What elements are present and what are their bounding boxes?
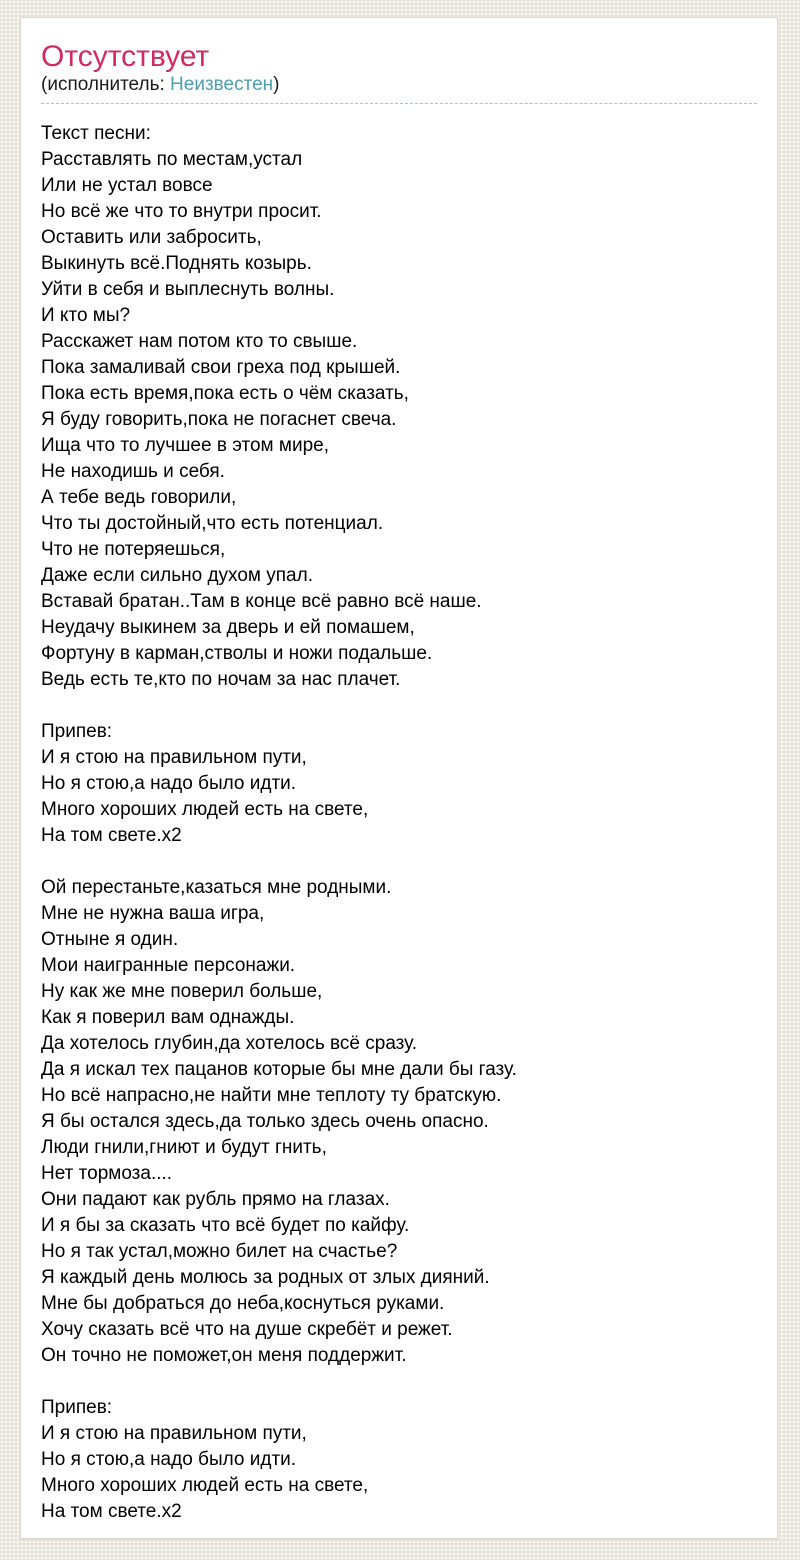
artist-label: (исполнитель: [41,74,171,95]
lyric-line [41,1369,757,1395]
lyric-line: Ведь есть те,кто по ночам за нас плачет. [41,669,401,690]
page-title: Отсутствует [41,40,210,73]
lyric-line: Что ты достойный,что есть потенциал. [41,513,384,534]
lyric-line: Но я стою,а надо было идти. [41,773,297,794]
lyric-line: Пока есть время,пока есть о чём сказать, [41,383,409,404]
lyric-line: Неудачу выкинем за дверь и ей помашем, [41,617,415,638]
lyric-line: Ой перестаньте,казаться мне родными. [41,877,392,898]
lyric-line: Не находишь и себя. [41,461,225,482]
lyric-line: Что не потеряешься, [41,539,226,560]
lyric-line: Уйти в себя и выплеснуть волны. [41,279,335,300]
lyric-line: Но всё же что то внутри просит. [41,201,322,222]
artist-link[interactable]: Неизвестен [170,74,274,95]
lyric-line: Припев: [41,721,113,742]
lyric-line: А тебе ведь говорили, [41,487,237,508]
lyric-line: И я стою на правильном пути, [41,1423,307,1444]
lyrics-text [41,147,757,1525]
lyrics-block [41,121,757,1525]
lyric-line: Но всё напрасно,не найти мне теплоту ту братскую. [41,1085,502,1106]
lyric-line: И кто мы? [41,305,131,326]
lyric-line: И я бы за сказать что всё будет по кайфу. [41,1215,410,1236]
lyric-line: Мне не нужна ваша игра, [41,903,265,924]
artist-label-close: ) [273,74,280,95]
lyric-line: Я бы остался здесь,да только здесь очень опасно. [41,1111,489,1132]
lyric-line: На том свете.х2 [41,825,182,846]
artist-line [41,74,757,104]
lyric-line: Люди гнили,гниют и будут гнить, [41,1137,327,1158]
lyrics-label: Текст песни: [41,123,151,144]
lyric-line [41,693,757,719]
lyric-line: Даже если сильно духом упал. [41,565,313,586]
lyric-line: Мне бы добраться до неба,коснуться руками. [41,1293,445,1314]
lyric-line: Много хороших людей есть на свете, [41,1475,369,1496]
lyric-line: Он точно не поможет,он меня поддержит. [41,1345,407,1366]
lyric-line: Мои наигранные персонажи. [41,955,296,976]
content-card [20,17,778,1539]
lyric-line: Выкинуть всё.Поднять козырь. [41,253,312,274]
lyric-line: Я буду говорить,пока не погаснет свеча. [41,409,397,430]
lyric-line: Вставай братан..Там в конце всё равно всё наше. [41,591,482,612]
lyric-line: Пока замаливай свои греха под крышей. [41,357,401,378]
lyric-line: Хочу сказать всё что на душе скребёт и режет. [41,1319,453,1340]
lyric-line: Да я искал тех пацанов которые бы мне дали бы газу. [41,1059,517,1080]
lyric-line: Как я поверил вам однажды. [41,1007,295,1028]
lyric-line: Припев: [41,1397,113,1418]
lyric-line: Я каждый день молюсь за родных от злых дияний. [41,1267,490,1288]
lyric-line: Но я стою,а надо было идти. [41,1449,297,1470]
lyric-line: Расставлять по местам,устал [41,149,303,170]
lyric-line: И я стою на правильном пути, [41,747,307,768]
lyric-line: Много хороших людей есть на свете, [41,799,369,820]
lyric-line: На том свете.х2 [41,1501,182,1522]
lyric-line: Да хотелось глубин,да хотелось всё сразу. [41,1033,418,1054]
lyric-line: Они падают как рубль прямо на глазах. [41,1189,390,1210]
lyric-line: Но я так устал,можно билет на счастье? [41,1241,398,1262]
lyric-line: Оставить или забросить, [41,227,262,248]
lyric-line: Ну как же мне поверил больше, [41,981,323,1002]
lyric-line: Нет тормоза.... [41,1163,173,1184]
lyric-line: Ища что то лучшее в этом мире, [41,435,329,456]
lyric-line: Отныне я один. [41,929,179,950]
lyric-line: Или не устал вовсе [41,175,213,196]
lyric-line: Фортуну в карман,стволы и ножи подальше. [41,643,433,664]
lyric-line: Расскажет нам потом кто то свыше. [41,331,358,352]
lyric-line [41,849,757,875]
